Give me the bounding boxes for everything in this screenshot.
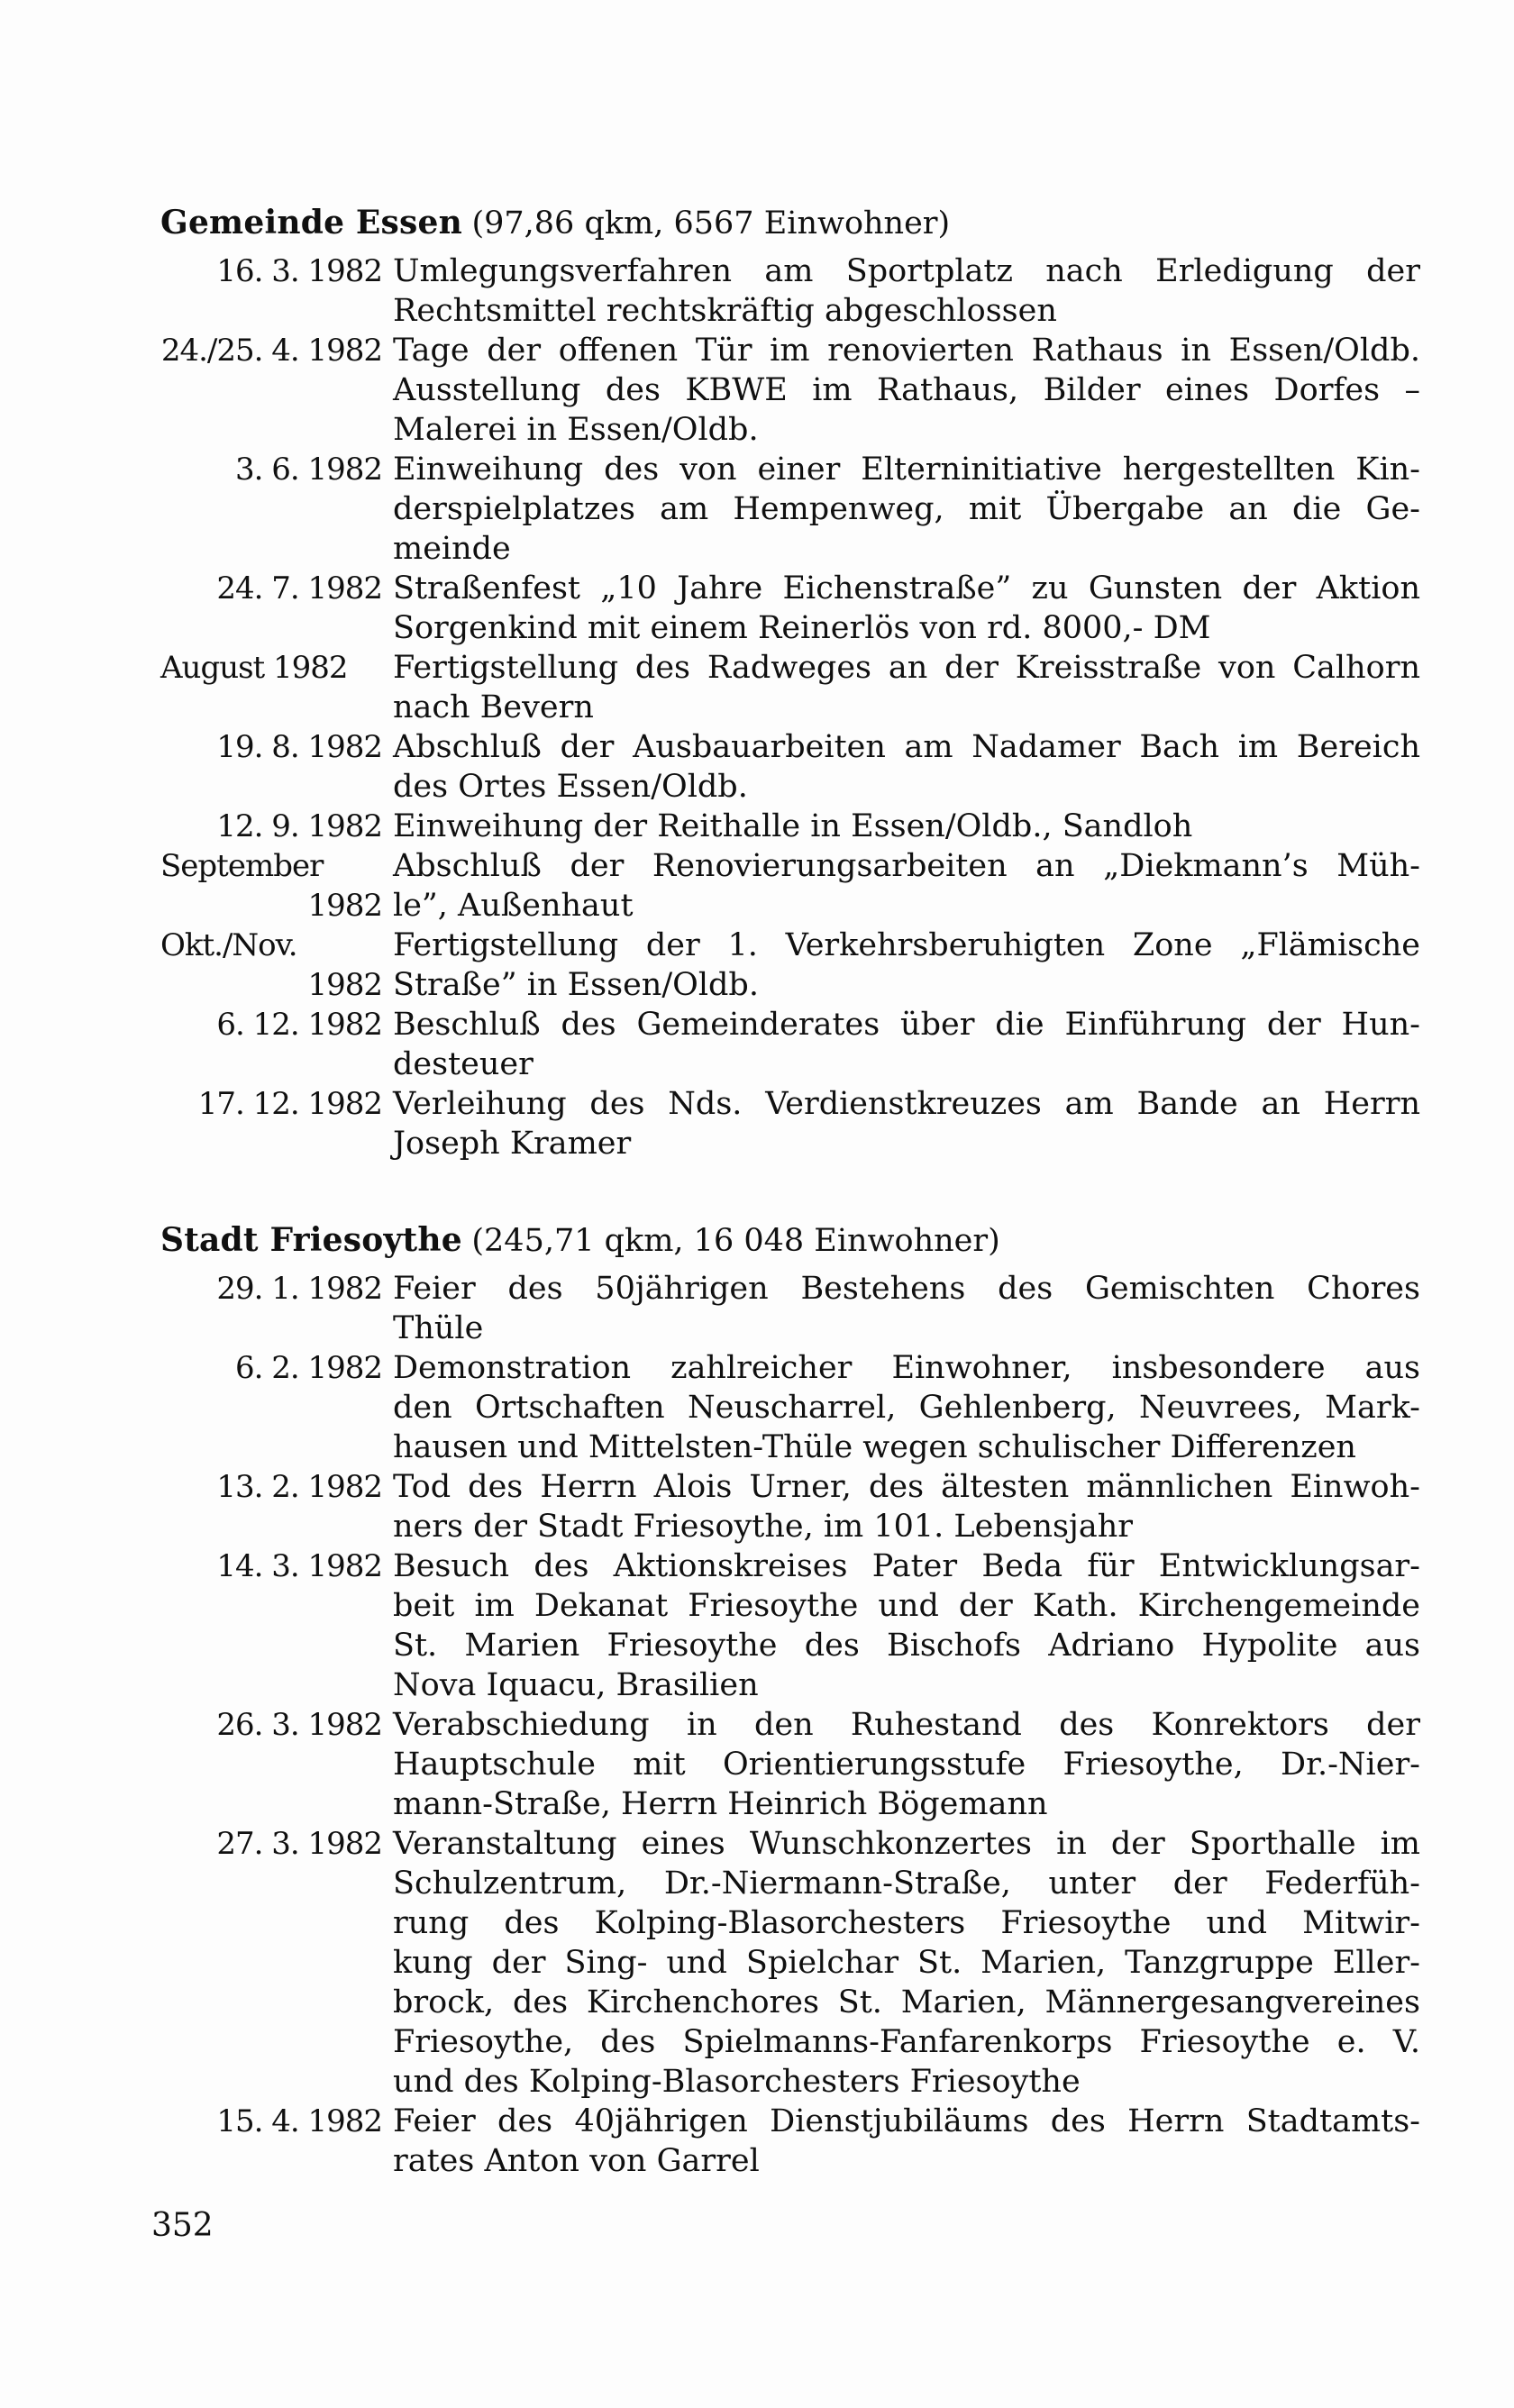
- entry-date: [160, 1005, 382, 1044]
- description-line: kung der Sing- und Spielchar St. Marien, Tanzgruppe Eller-: [393, 1945, 1420, 1981]
- section-population-info: (245,71 qkm, 16 048 Einwohner): [471, 1223, 1000, 1259]
- section-title: Stadt Friesoythe: [160, 1221, 462, 1259]
- entry-description: [393, 1348, 1420, 1467]
- entry-description: [393, 727, 1420, 807]
- chronicle-entry: [160, 1824, 1420, 2102]
- entry-description: [393, 569, 1420, 648]
- entry-date: [160, 1705, 382, 1745]
- entry-description: [393, 1824, 1420, 2102]
- entry-date: [160, 926, 382, 1005]
- chronicle-section: [160, 200, 1420, 1163]
- description-line: Einweihung des von einer Elterninitiative hergestellten Kin-: [393, 452, 1420, 488]
- description-line: Nova Iquacu, Brasilien: [393, 1667, 759, 1703]
- chronicle-entry: [160, 1084, 1420, 1163]
- chronicle-content: [160, 200, 1420, 2181]
- entry-date-line: Okt./Nov.: [160, 927, 297, 963]
- description-line: Rechtsmittel rechtskräftig abgeschlossen: [393, 293, 1057, 329]
- description-line: Fertigstellung der 1. Verkehrsberuhigten Zone „Flämische: [393, 927, 1420, 963]
- entry-date: [160, 846, 382, 926]
- entry-date-line: 6. 2. 1982: [234, 1350, 382, 1386]
- description-line: Verleihung des Nds. Verdienstkreuzes am Bande an Herrn: [393, 1086, 1420, 1122]
- description-line: Feier des 40jährigen Dienstjubiläums des Herrn Stadtamts-: [393, 2103, 1420, 2139]
- entry-date: [160, 1546, 382, 1586]
- entry-description: [393, 1084, 1420, 1163]
- chronicle-entry: [160, 251, 1420, 331]
- chronicle-entry: [160, 648, 1420, 727]
- chronicle-entry: [160, 926, 1420, 1005]
- description-line: Schulzentrum, Dr.-Niermann-Straße, unter der Federfüh-: [393, 1865, 1420, 1902]
- page-number: 352: [151, 2207, 214, 2244]
- entry-date: [160, 727, 382, 767]
- section-heading: [160, 1218, 1420, 1263]
- chronicle-entry: [160, 1705, 1420, 1824]
- entry-date-line: 27. 3. 1982: [216, 1826, 382, 1862]
- entry-description: [393, 1705, 1420, 1824]
- entry-date-line: 1982: [307, 888, 382, 924]
- entry-description: [393, 1467, 1420, 1546]
- description-line: Umlegungsverfahren am Sportplatz nach Erledigung der: [393, 253, 1420, 289]
- description-line: Feier des 50jährigen Bestehens des Gemischten Chores: [393, 1271, 1420, 1307]
- entry-description: [393, 450, 1420, 569]
- entry-date-line: 14. 3. 1982: [216, 1548, 382, 1584]
- chronicle-entry: [160, 1005, 1420, 1084]
- description-line: hausen und Mittelsten-Thüle wegen schulischer Differenzen: [393, 1429, 1356, 1465]
- entry-date-line: 3. 6. 1982: [234, 452, 382, 488]
- entry-description: [393, 1005, 1420, 1084]
- entry-description: [393, 648, 1420, 727]
- description-line: den Ortschaften Neuscharrel, Gehlenberg, Neuvrees, Mark-: [393, 1390, 1420, 1426]
- entry-date: [160, 807, 382, 846]
- entry-date: [160, 331, 382, 370]
- entry-date-line: 1982: [307, 967, 382, 1003]
- description-line: Verabschiedung in den Ruhestand des Konrektors der: [393, 1707, 1420, 1743]
- description-line: St. Marien Friesoythe des Bischofs Adriano Hypolite aus: [393, 1628, 1420, 1664]
- description-line: Malerei in Essen/Oldb.: [393, 412, 759, 448]
- entry-date-line: August 1982: [160, 650, 348, 686]
- description-line: Tage der offenen Tür im renovierten Rathaus in Essen/Oldb.: [393, 333, 1420, 369]
- entry-description: [393, 1546, 1420, 1705]
- description-line: Beschluß des Gemeinderates über die Einführung der Hun-: [393, 1007, 1420, 1043]
- entry-description: [393, 846, 1420, 926]
- description-line: Besuch des Aktionskreises Pater Beda für Entwicklungsar-: [393, 1548, 1420, 1584]
- entry-date-line: 13. 2. 1982: [216, 1469, 382, 1505]
- entry-date-line: 15. 4. 1982: [216, 2103, 382, 2139]
- entry-date: [160, 251, 382, 291]
- entry-description: [393, 2102, 1420, 2181]
- description-line: rates Anton von Garrel: [393, 2143, 760, 2179]
- description-line: Abschluß der Renovierungsarbeiten an „Diekmann’s Müh-: [393, 848, 1420, 884]
- chronicle-entry: [160, 450, 1420, 569]
- description-line: rung des Kolping-Blasorchesters Friesoythe und Mitwir-: [393, 1905, 1420, 1941]
- entry-date-line: 24./25. 4. 1982: [160, 333, 382, 369]
- entry-date: [160, 569, 382, 608]
- description-line: nach Bevern: [393, 689, 594, 725]
- entry-description: [393, 331, 1420, 450]
- description-line: Hauptschule mit Orientierungsstufe Friesoythe, Dr.-Nier-: [393, 1747, 1420, 1783]
- entry-date-line: 24. 7. 1982: [216, 570, 382, 607]
- entry-date: [160, 648, 382, 688]
- chronicle-entry: [160, 2102, 1420, 2181]
- description-line: und des Kolping-Blasorchesters Friesoythe: [393, 2064, 1081, 2100]
- entry-date-line: 19. 8. 1982: [216, 729, 382, 765]
- entry-date-line: 26. 3. 1982: [216, 1707, 382, 1743]
- chronicle-entry: [160, 727, 1420, 807]
- chronicle-entry: [160, 807, 1420, 846]
- entry-date-line: 16. 3. 1982: [216, 253, 382, 289]
- description-line: Joseph Kramer: [393, 1126, 632, 1162]
- description-line: Thüle: [393, 1310, 484, 1346]
- description-line: le”, Außenhaut: [393, 888, 634, 924]
- entry-date-line: September: [160, 848, 324, 884]
- description-line: Demonstration zahlreicher Einwohner, insbesondere aus: [393, 1350, 1420, 1386]
- description-line: mann-Straße, Herrn Heinrich Bögemann: [393, 1786, 1048, 1822]
- description-line: ners der Stadt Friesoythe, im 101. Lebensjahr: [393, 1509, 1133, 1545]
- entry-date: [160, 2102, 382, 2141]
- entry-description: [393, 1269, 1420, 1348]
- chronicle-section: [160, 1218, 1420, 2181]
- section-population-info: (97,86 qkm, 6567 Einwohner): [471, 205, 951, 242]
- entry-date: [160, 1467, 382, 1507]
- description-line: desteuer: [393, 1046, 534, 1082]
- section-heading: [160, 200, 1420, 246]
- entry-date: [160, 1824, 382, 1864]
- entry-date-line: 6. 12. 1982: [216, 1007, 382, 1043]
- chronicle-entry: [160, 1269, 1420, 1348]
- section-title: Gemeinde Essen: [160, 204, 462, 242]
- entry-date-line: 29. 1. 1982: [216, 1271, 382, 1307]
- entry-description: [393, 251, 1420, 331]
- entry-date: [160, 1348, 382, 1388]
- description-line: Abschluß der Ausbauarbeiten am Nadamer Bach im Bereich: [393, 729, 1420, 765]
- description-line: Straßenfest „10 Jahre Eichenstraße” zu Gunsten der Aktion: [393, 570, 1420, 607]
- description-line: Tod des Herrn Alois Urner, des ältesten männlichen Einwoh-: [393, 1469, 1420, 1505]
- description-line: Ausstellung des KBWE im Rathaus, Bilder eines Dorfes –: [393, 372, 1420, 408]
- chronicle-entry: [160, 846, 1420, 926]
- chronicle-entry: [160, 331, 1420, 450]
- description-line: des Ortes Essen/Oldb.: [393, 769, 748, 805]
- description-line: brock, des Kirchenchores St. Marien, Männergesangvereines: [393, 1984, 1420, 2020]
- entry-date-line: 12. 9. 1982: [216, 808, 382, 844]
- entry-date: [160, 450, 382, 489]
- entry-date: [160, 1084, 382, 1124]
- description-line: Fertigstellung des Radweges an der Kreisstraße von Calhorn: [393, 650, 1420, 686]
- chronicle-entry: [160, 569, 1420, 648]
- description-line: beit im Dekanat Friesoythe und der Kath. Kirchengemeinde: [393, 1588, 1420, 1624]
- chronicle-entry: [160, 1546, 1420, 1705]
- entry-date: [160, 1269, 382, 1309]
- description-line: Veranstaltung eines Wunschkonzertes in der Sporthalle im: [393, 1826, 1420, 1862]
- description-line: Einweihung der Reithalle in Essen/Oldb., Sandloh: [393, 808, 1193, 844]
- chronicle-entry: [160, 1348, 1420, 1467]
- description-line: Straße” in Essen/Oldb.: [393, 967, 759, 1003]
- description-line: Friesoythe, des Spielmanns-Fanfarenkorps Friesoythe e. V.: [393, 2024, 1420, 2060]
- chronicle-entry: [160, 1467, 1420, 1546]
- entry-description: [393, 926, 1420, 1005]
- description-line: Sorgenkind mit einem Reinerlös von rd. 8000,- DM: [393, 610, 1211, 646]
- description-line: meinde: [393, 531, 511, 567]
- entry-date-line: 17. 12. 1982: [197, 1086, 382, 1122]
- entry-description: [393, 807, 1420, 846]
- description-line: derspielplatzes am Hempenweg, mit Übergabe an die Ge-: [393, 491, 1420, 527]
